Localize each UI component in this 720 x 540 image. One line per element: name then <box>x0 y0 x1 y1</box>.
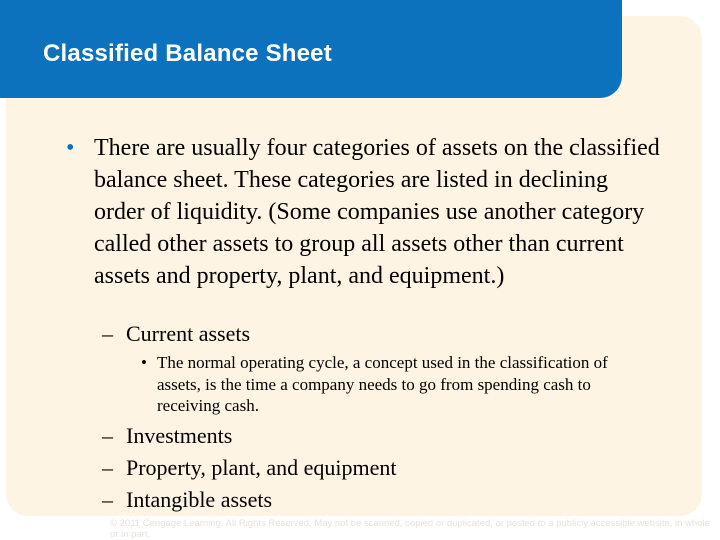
sub-item-property <box>102 452 397 484</box>
bullet-marker: • <box>141 353 147 372</box>
main-bullet <box>66 132 664 292</box>
dash-marker: – <box>102 423 113 448</box>
sub-sub-bullet <box>141 352 637 417</box>
dash-marker: – <box>102 321 113 346</box>
sub-item-current-assets <box>102 318 251 350</box>
bullet-marker: • <box>66 135 75 161</box>
main-bullet-text: There are usually four categories of assets on the classified balance sheet. These categories are listed in declining order of liquidity. (Some companies use another category called other assets to group all assets other than current assets and property, plant, and equipment.) <box>94 135 660 289</box>
sub-item-text: Current assets <box>126 321 251 346</box>
sub-item-intangible <box>102 484 273 516</box>
dash-marker: – <box>102 455 113 480</box>
copyright-footer: © 2011 Cengage Learning. All Rights Reserved. May not be scanned, copied or duplicated, or posted to a publicly accessible website, in whole or in part. <box>110 518 710 540</box>
sub-item-text: Intangible assets <box>126 487 273 512</box>
title-bar <box>0 0 622 98</box>
sub-item-text: Investments <box>126 423 233 448</box>
dash-marker: – <box>102 487 113 512</box>
sub-item-text: Property, plant, and equipment <box>126 455 397 480</box>
slide-title: Classified Balance Sheet <box>43 40 332 67</box>
sub-sub-bullet-text: The normal operating cycle, a concept used in the classification of assets, is the time a company needs to go from spending cash to receiving cash. <box>157 353 608 415</box>
sub-item-investments <box>102 420 233 452</box>
